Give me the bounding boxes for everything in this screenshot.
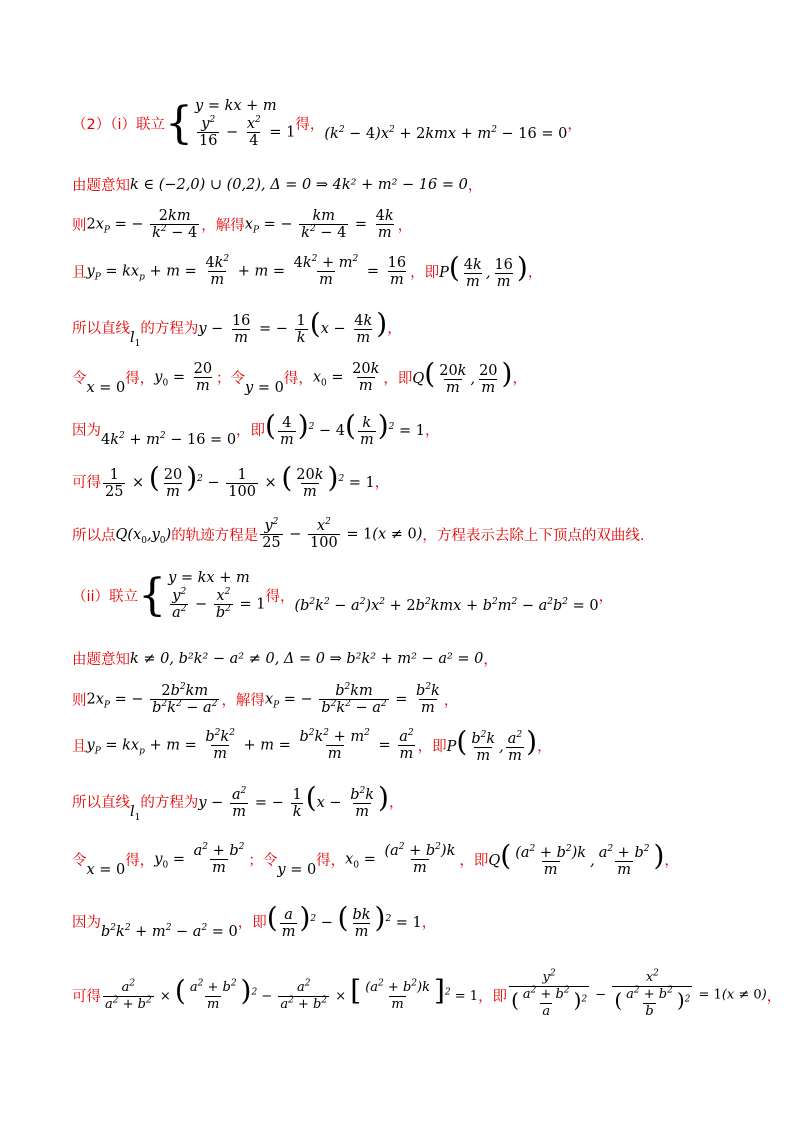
part2-i-label: （2）（i）联立 xyxy=(72,117,166,133)
locus-tail: ，方程表示去除上下顶点的双曲线. xyxy=(422,528,645,544)
ze2-jiede: ，解得 xyxy=(221,693,265,709)
x-eq-0: x = 0 xyxy=(86,379,126,396)
eq-result-1: $\frac{1}{25}$ × ( $\frac{20}{m}$ )$^2$ − $\frac{1}{100}$ × ( $\frac{20k}{m}$ )$^2$ = 1 xyxy=(105,461,375,500)
row-yinwei-1 xyxy=(72,409,440,448)
ze-end: ， xyxy=(397,218,413,234)
eq-x0: $x_0$ = $\frac{20k}{m}$ xyxy=(312,361,380,395)
row-kede-1 xyxy=(72,461,390,500)
y-eq-0: y = 0 xyxy=(245,379,284,396)
point-q-xy: $Q(x_0,y_0)$ xyxy=(115,526,172,546)
row-kede-2 xyxy=(72,970,781,1020)
eq-yp: $y_P = kx_p + m$ = $\frac{4k^2}{m}$ + m = $\frac{4k^2 + m^2}{m}$ = $\frac{16}{m}$ xyxy=(86,254,407,289)
ling-de: 得， xyxy=(125,371,155,388)
part2-i-comma: ， xyxy=(567,117,582,133)
point-q: Q( $\frac{20k}{m}$ , $\frac{20}{m}$ ) xyxy=(412,357,513,396)
qie-label: 且 xyxy=(72,265,87,282)
eq-line-1: y − $\frac{16}{m}$ = − $\frac{1}{k}$ (x − $\frac{4k}{m}$ ) xyxy=(198,307,388,346)
yinwei-ji: ，即 xyxy=(236,423,266,440)
eq-2xp: $2x_P$ = − $\frac{2km}{k^2 - 4}$ xyxy=(86,208,198,241)
eq-x0-2: $x_0$ = $\frac{(a^2 + b^2)k}{m}$ xyxy=(345,842,456,877)
known2-label: 由题意知 xyxy=(72,652,130,668)
known2-end: ， xyxy=(483,652,498,668)
known2-condition: k ≠ 0, b²k² − a² ≠ 0, Δ = 0 ⇒ b²k² + m² − a² = 0 xyxy=(130,650,484,667)
row-ze-1 xyxy=(72,208,412,241)
ze2-end: ， xyxy=(443,693,459,709)
qie2-end: ， xyxy=(537,739,552,756)
line2-end: ， xyxy=(388,795,404,812)
row-part2-ii xyxy=(72,570,613,621)
known-label: 由题意知 xyxy=(72,178,130,194)
yinwei2-end: ， xyxy=(421,915,437,932)
ling-ji: ，即 xyxy=(383,371,413,388)
line-mid: 的方程为 xyxy=(140,321,199,338)
x-eq-0-2: x = 0 xyxy=(86,861,126,878)
quadratic-1: $(k^2 - 4)x^2 + 2kmx + m^2 - 16 = 0$ xyxy=(324,124,568,142)
line2-mid: 的方程为 xyxy=(140,795,199,812)
kede2-label: 可得 xyxy=(72,988,101,1005)
eq-ratio-1: ( $\frac{4}{m}$ )$^2$ − 4( $\frac{k}{m}$ )$^2$ = 1 xyxy=(265,409,425,448)
eq-xp-2: $x_P$ = − $\frac{b^2km}{b^2k^2 - a^2}$ = $\frac{b^2k}{m}$ xyxy=(264,682,440,716)
ling2-end: ， xyxy=(664,853,679,870)
row-line-1 xyxy=(72,307,402,349)
row-yinwei-2 xyxy=(72,901,437,940)
eq-result-2: $\frac{a^2}{a^2 + b^2}$ × ( $\frac{a^2 + b^2}{m}$ )$^2$ − $\frac{a^2}{a^2 + b^2}$ × [ $\frac{(a^2 + b^2)k}{m}$ ]$^2$ = 1 xyxy=(105,974,479,1012)
locus-mid: 的轨迹方程是 xyxy=(171,528,259,544)
row-part2-i xyxy=(72,98,582,149)
known-end: ， xyxy=(467,178,483,194)
line-end: ， xyxy=(387,321,402,338)
point-p: P( $\frac{4k}{m}$ , $\frac{16}{m}$ ) xyxy=(439,251,528,290)
ling2-semi: ；令 xyxy=(248,853,278,870)
eq-line-2: y − $\frac{a^2}{m}$ = − $\frac{1}{k}$ (x − $\frac{b^2k}{m}$ ) xyxy=(198,781,389,820)
locus-label: 所以点 xyxy=(72,528,116,544)
quadratic-2: $(b^2k^2 - a^2)x^2 + 2b^2kmx + b^2m^2 - a^2b^2 = 0$ xyxy=(294,596,599,614)
point-q-2: Q( $\frac{(a^2 + b^2)k}{m}$ , $\frac{a^2 + b^2}{m}$ ) xyxy=(488,839,665,878)
eq-y0: $y_0$ = $\frac{20}{m}$ xyxy=(154,361,213,395)
row-ling-1 xyxy=(72,357,527,396)
yinwei-end: ， xyxy=(424,423,440,440)
row-ling-2 xyxy=(72,839,679,878)
ling-label: 令 xyxy=(72,371,87,388)
line-l1-2: $l_1$ xyxy=(130,803,141,823)
qie-ji: ，即 xyxy=(410,265,440,282)
point-p-2: P( $\frac{b^2k}{m}$ , $\frac{a^2}{m}$ ) xyxy=(446,725,538,764)
ling-semi: ；令 xyxy=(216,371,246,388)
qie2-ji: ，即 xyxy=(417,739,447,756)
eq-locus-1: $\frac{y^2}{25}$ − $\frac{x^2}{100}$ = 1(x ≠ 0) xyxy=(262,517,423,551)
eq-locus-2: $y^2$ ( $\frac{a^2 + b^2}{a}$ )$^2$ − $x^2$ ( $\frac{a^2 + b^2}{b}$ )$^2$ = 1(x ≠ 0) xyxy=(511,968,767,1019)
ling2-de: 得， xyxy=(125,853,155,870)
part2-i-de: 得， xyxy=(295,117,325,133)
line2-label: 所以直线 xyxy=(72,795,130,812)
eq-yp-2: $y_P = kx_p + m$ = $\frac{b^2k^2}{m}$ + m = $\frac{b^2k^2 + m^2}{m}$ = $\frac{a^2}{m}$ xyxy=(86,728,414,763)
ze2-label: 则 xyxy=(72,693,87,709)
row-known-2 xyxy=(72,648,498,669)
part2-ii-comma: ， xyxy=(598,589,614,605)
ling2-label: 令 xyxy=(72,853,87,870)
ling-end: ， xyxy=(512,371,527,388)
known-condition: k ∈ (−2,0) ∪ (0,2), Δ = 0 ⇒ 4k² + m² − 16 = 0 xyxy=(130,176,468,193)
row-qie-2 xyxy=(72,725,552,764)
row-known-1 xyxy=(72,174,482,195)
row-locus-1 xyxy=(72,518,645,551)
eq-2xp-2: $2x_P$ = − $\frac{2b^2km}{b^2k^2 - a^2}$ xyxy=(86,682,218,716)
ling2-ji: ，即 xyxy=(459,853,489,870)
line-label: 所以直线 xyxy=(72,321,130,338)
qie-end: ， xyxy=(527,265,543,282)
eq-xp: $x_P$ = − $\frac{km}{k^2 - 4}$ = $\frac{4k}{m}$ xyxy=(244,208,394,241)
kede2-ji: ，即 xyxy=(478,988,508,1005)
qie2-label: 且 xyxy=(72,739,87,756)
ling-de-2: 得， xyxy=(283,371,313,388)
yinwei-label: 因为 xyxy=(72,423,101,440)
row-qie-1 xyxy=(72,251,543,290)
row-line-2 xyxy=(72,781,404,823)
eq-ratio-2: ( $\frac{a}{m}$ )$^2$ − ( $\frac{bk}{m}$ )$^2$ = 1 xyxy=(266,901,422,940)
kede2-end: ， xyxy=(766,988,782,1005)
eq-y0-2: $y_0$ = $\frac{a^2 + b^2}{m}$ xyxy=(154,842,245,877)
system-equations-1: { y = kx + m $\frac{y^2}{16}$ − $\frac{x^2}{4}$ = 1 xyxy=(165,97,296,149)
kede-label: 可得 xyxy=(72,475,101,492)
system-equations-2: { y = kx + m $\frac{y^2}{a^2}$ − $\frac{x^2}{b^2}$ = 1 xyxy=(138,569,266,621)
ling2-de2: 得， xyxy=(316,853,346,870)
line-l1: $l_1$ xyxy=(130,329,141,349)
kede-end: ， xyxy=(374,475,390,492)
part2-ii-label: （ii）联立 xyxy=(72,589,139,605)
yinwei2-label: 因为 xyxy=(72,915,101,932)
ze-label: 则 xyxy=(72,218,87,234)
ze-jiede: ，解得 xyxy=(201,218,245,234)
row-ze-2 xyxy=(72,683,458,716)
part2-ii-de: 得， xyxy=(265,589,295,605)
eq-constraint-2: $b^2k^2 + m^2 - a^2 = 0$ xyxy=(101,922,238,940)
yinwei2-ji: ，即 xyxy=(237,915,267,932)
eq-constraint-1: $4k^2 + m^2 - 16 = 0$ xyxy=(101,430,237,448)
y-eq-0-2: y = 0 xyxy=(277,861,317,878)
